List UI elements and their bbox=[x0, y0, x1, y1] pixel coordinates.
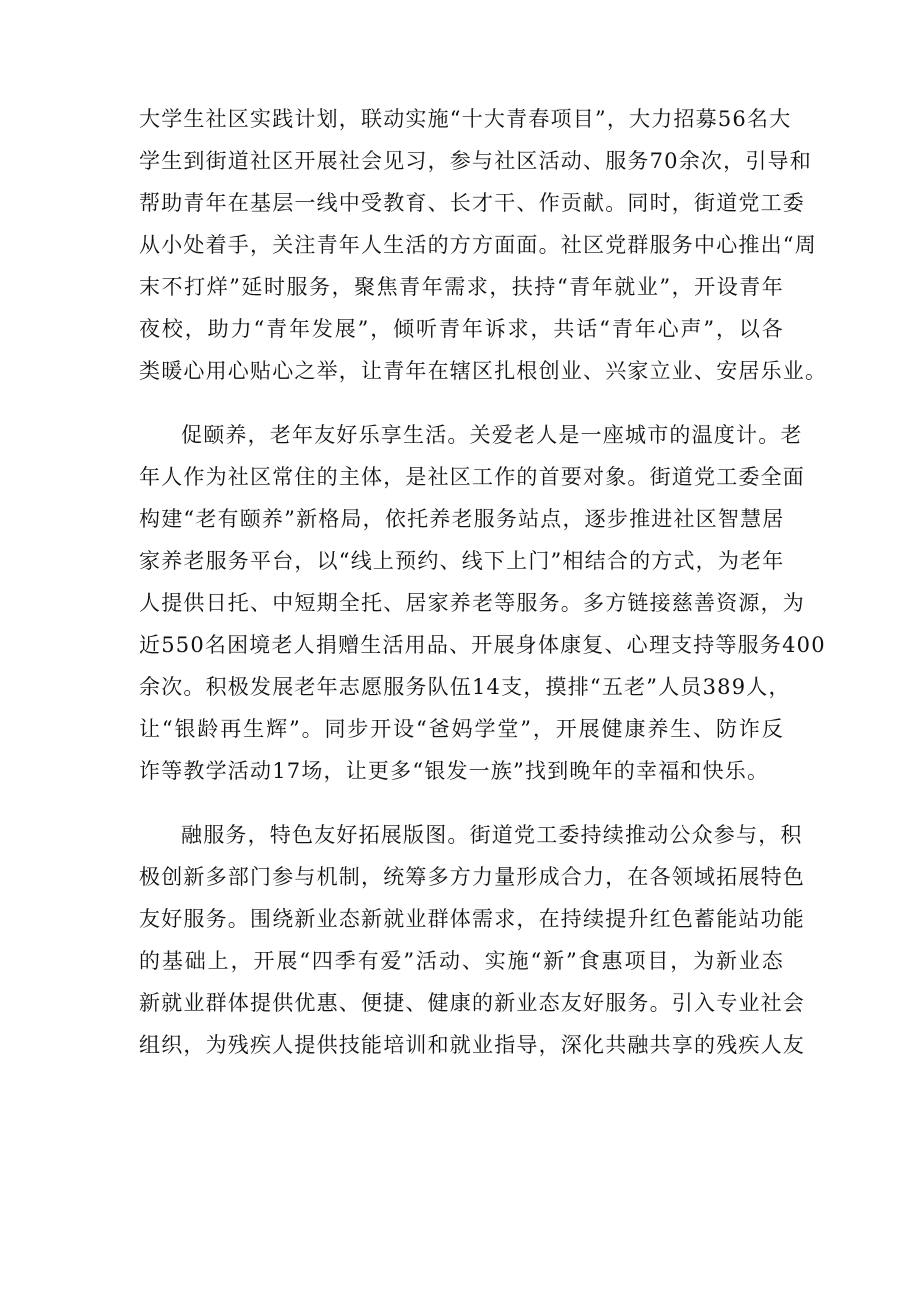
text-line: 末不打烊”延时服务，聚焦青年需求，扶持“青年就业”，开设青年 bbox=[139, 275, 784, 299]
text-line: 学生到街道社区开展社会见习，参与社区活动、服务70余次，引导和 bbox=[139, 149, 812, 173]
text-line: 诈等教学活动17场，让更多“银发一族”找到晚年的幸福和快乐。 bbox=[139, 759, 770, 783]
document-body bbox=[139, 98, 828, 1066]
text-line: 帮助青年在基层一线中受教育、长才干、作贡献。同时，街道党工委 bbox=[139, 191, 805, 215]
text-line: 友好服务。围绕新业态新就业群体需求，在持续提升红色蓄能站功能 bbox=[139, 907, 805, 931]
paragraph-services bbox=[139, 814, 805, 1066]
text-line: 让“银龄再生辉”。同步开设“爸妈学堂”，开展健康养生、防诈反 bbox=[139, 717, 784, 741]
paragraph-elderly bbox=[139, 414, 826, 792]
text-line: 年人作为社区常住的主体，是社区工作的首要对象。街道党工委全面 bbox=[139, 465, 805, 489]
text-line: 从小处着手，关注青年人生活的方方面面。社区党群服务中心推出“周 bbox=[139, 233, 817, 257]
text-line: 近550名困境老人捐赠生活用品、开展身体康复、心理支持等服务400 bbox=[139, 633, 826, 657]
text-line: 组织，为残疾人提供技能培训和就业指导，深化共融共享的残疾人友 bbox=[139, 1033, 805, 1057]
paragraph-youth bbox=[139, 98, 828, 392]
text-line: 家养老服务平台，以“线上预约、线下上门”相结合的方式，为老年 bbox=[139, 549, 785, 573]
text-line: 新就业群体提供优惠、便捷、健康的新业态友好服务。引入专业社会 bbox=[139, 991, 805, 1015]
text-line: 融服务，特色友好拓展版图。街道党工委持续推动公众参与，积 bbox=[181, 823, 803, 847]
text-line: 夜校，助力“青年发展”，倾听青年诉求，共话“青年心声”，以各 bbox=[139, 317, 784, 341]
text-line: 极创新多部门参与机制，统筹多方力量形成合力，在各领域拓展特色 bbox=[139, 865, 805, 889]
text-line: 余次。积极发展老年志愿服务队伍14支，摸排“五老”人员389人， bbox=[139, 675, 791, 699]
text-line: 大学生社区实践计划，联动实施“十大青春项目”，大力招募56名大 bbox=[139, 107, 792, 131]
text-line: 促颐养，老年友好乐享生活。关爱老人是一座城市的温度计。老 bbox=[181, 423, 803, 447]
text-line: 的基础上，开展“四季有爱”活动、实施“新”食惠项目，为新业态 bbox=[139, 949, 784, 973]
text-line: 构建“老有颐养”新格局，依托养老服务站点，逐步推进社区智慧居 bbox=[139, 507, 785, 531]
text-line: 人提供日托、中短期全托、居家养老等服务。多方链接慈善资源，为 bbox=[139, 591, 805, 615]
text-line: 类暖心用心贴心之举，让青年在辖区扎根创业、兴家立业、安居乐业。 bbox=[139, 359, 828, 383]
